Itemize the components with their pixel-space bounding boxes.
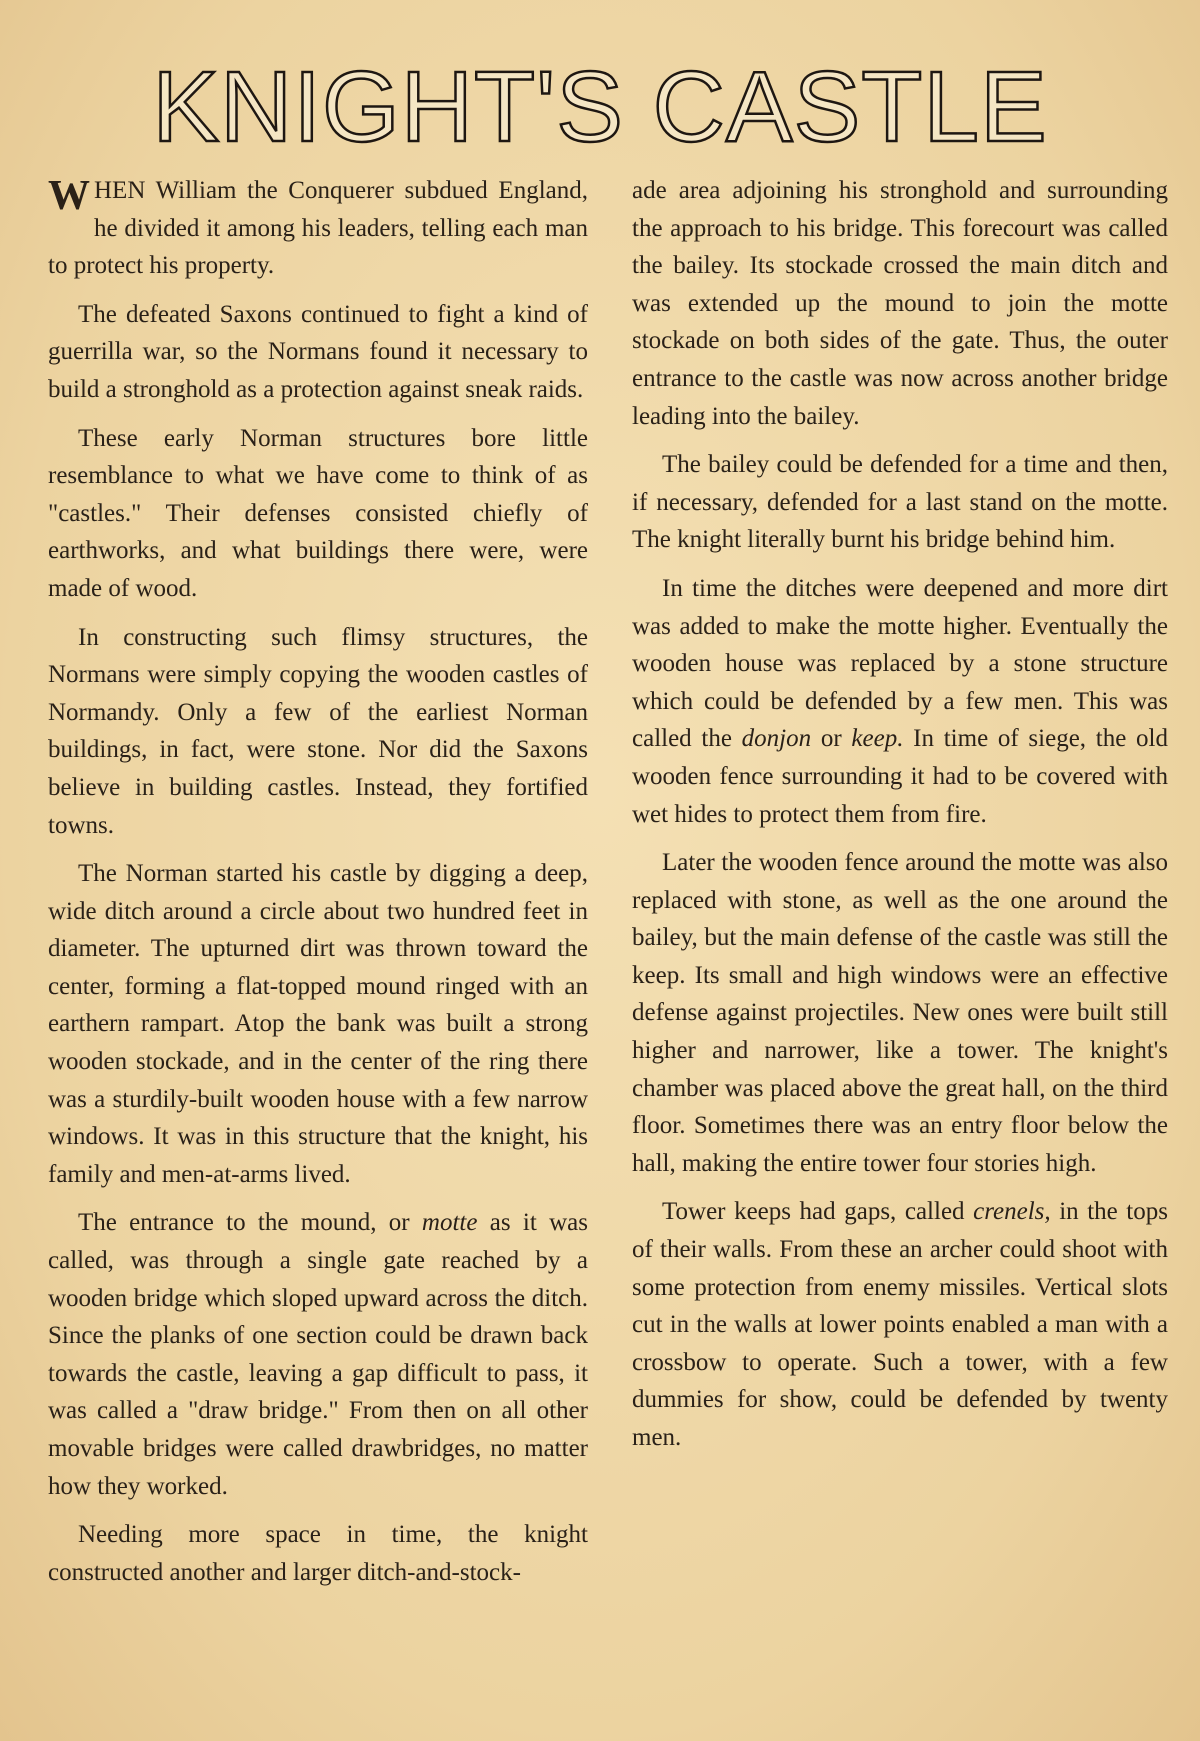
paragraph: Needing more space in time, the knight constructed another and larger ditch-and-stock- bbox=[48, 1521, 588, 1586]
drop-cap: W bbox=[48, 173, 88, 219]
paragraph-text: In time of siege, the old wooden fence surrounding it had to be covered with wet hides to protect them from fire. bbox=[632, 725, 1168, 828]
paragraph bbox=[632, 1193, 1168, 1456]
paragraph: These early Norman structures bore little resemblance to what we have come to think of as "castles." Their defenses consisted chiefly of earthworks, and what buildings there were, were made of wood. bbox=[48, 424, 588, 602]
italic-term-donjon: donjon bbox=[741, 725, 812, 753]
italic-term-motte: motte bbox=[421, 1209, 478, 1237]
paragraph: ade area adjoining his stronghold and surrounding the approach to his bridge. This forecourt was called the bailey. Its stockade crossed the main ditch and was extended up the mound to join the motte stockade on both sides of the gate. Thus, the outer entrance to the castle was now across another bridge leading into the bailey. bbox=[632, 177, 1168, 430]
paragraph-text: In time the ditches were deepened and more dirt was added to make the motte higher. Eventually the wooden house was replaced by a stone structure which could be defended by a few men. This was called the bbox=[632, 574, 1168, 753]
paragraph: The defeated Saxons continued to fight a kind of guerrilla war, so the Normans found it necessary to build a stronghold as a protection against sneak raids. bbox=[48, 300, 588, 403]
paragraph-text: as it was called, was through a single gate reached by a wooden bridge which sloped upward across the ditch. Since the planks of one section could be drawn back towards the castle, leaving a gap difficult to pass, it was called a "draw bridge." From then on all other movable bridges were called drawbridges, no matter how they worked. bbox=[48, 1209, 588, 1500]
page-title: KNIGHT'S CASTLE bbox=[152, 51, 1048, 163]
italic-term-keep: keep. bbox=[851, 725, 904, 753]
paragraph: The Norman started his castle by digging a deep, wide ditch around a circle about two hundred feet in diameter. The upturned dirt was thrown toward the center, forming a flat-topped mound ringed with an earthern rampart. Atop the bank was built a strong wooden stockade, and in the center of the ring there was a sturdily-built wooden house with a few narrow windows. It was in this structure that the knight, his family and men-at-arms lived. bbox=[48, 860, 588, 1188]
paragraph-text: HEN William the Conquerer subdued England, he divided it among his leaders, telling each man to protect his property. bbox=[48, 177, 588, 280]
paragraph: In constructing such flimsy structures, the Normans were simply copying the wooden castles of Normandy. Only a few of the earliest Norman buildings, in fact, were stone. Nor did the Saxons believe in building castles. Instead, they fortified towns. bbox=[48, 623, 588, 839]
paragraph bbox=[48, 1204, 588, 1505]
left-column bbox=[48, 172, 588, 1602]
paragraph-text: The entrance to the mound, or bbox=[78, 1209, 422, 1237]
paragraph-text: or bbox=[811, 725, 852, 753]
paragraph-text: Tower keeps had gaps, called bbox=[662, 1198, 974, 1226]
paragraph bbox=[632, 570, 1168, 833]
paragraph-text: in the tops of their walls. From these an archer could shoot with some protection from enemy missiles. Vertical slots cut in the walls at lower points enabled a man with a crossbow to operate. Such a tower, with a few dummies for show, could be defended by twenty men. bbox=[632, 1198, 1168, 1451]
paragraph bbox=[48, 172, 588, 285]
italic-term-crenels: crenels, bbox=[973, 1198, 1051, 1226]
paragraph: The bailey could be defended for a time and then, if necessary, defended for a last stand on the motte. The knight literally burnt his bridge behind him. bbox=[632, 451, 1168, 554]
right-column bbox=[632, 172, 1168, 1468]
paragraph: Later the wooden fence around the motte was also replaced with stone, as well as the one around the bailey, but the main defense of the castle was still the keep. Its small and high windows were an effective defense against projectiles. New ones were built still higher and narrower, like a tower. The knight's chamber was placed above the great hall, on the third floor. Sometimes there was an entry floor below the hall, making the entire tower four stories high. bbox=[632, 849, 1168, 1177]
